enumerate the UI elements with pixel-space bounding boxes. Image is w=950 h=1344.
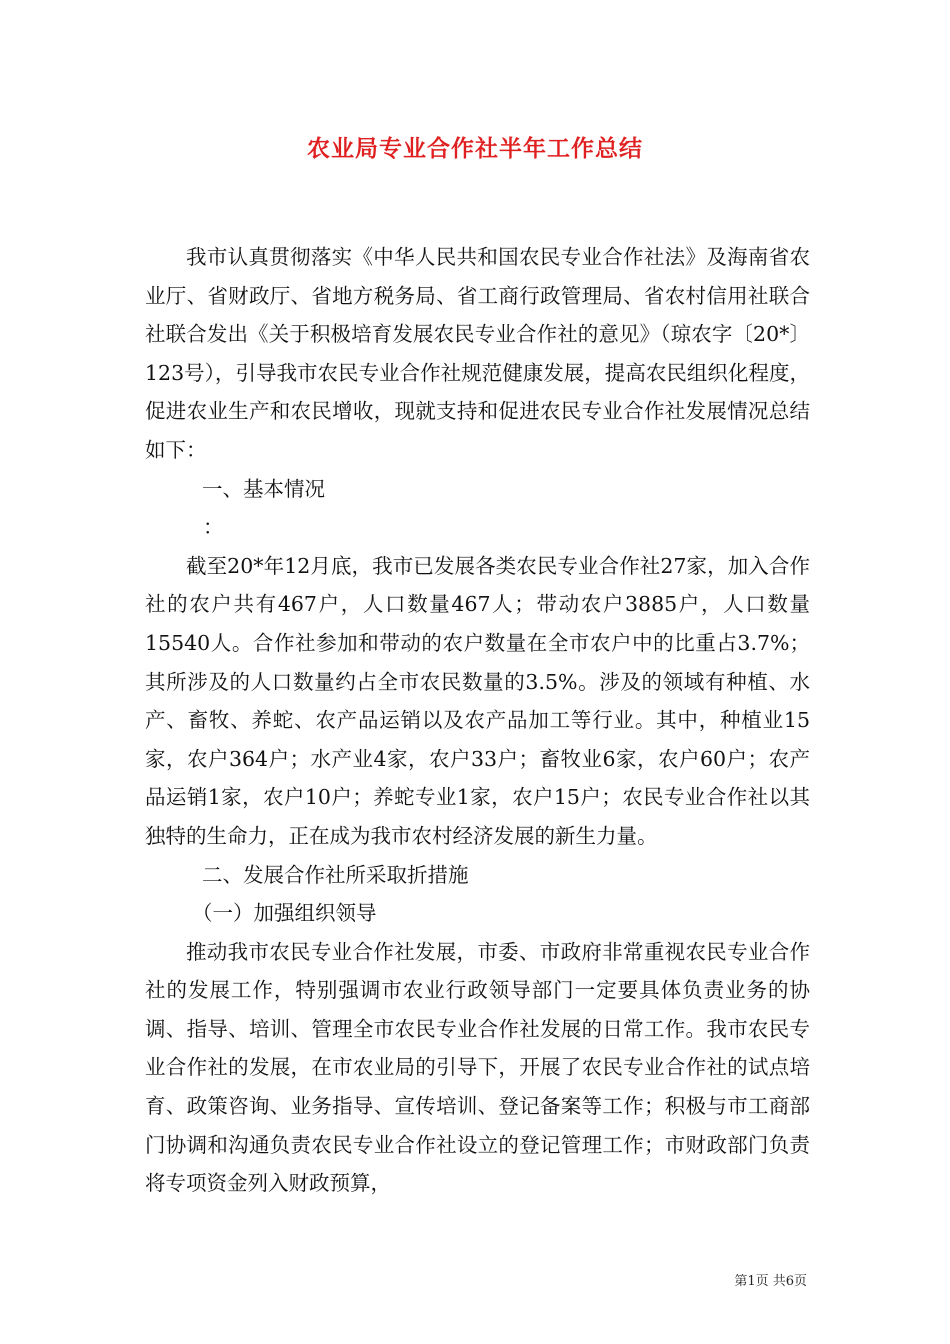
leadership-paragraph: 推动我市农民专业合作社发展，市委、市政府非常重视农民专业合作社的发展工作，特别强调市农业行政领导部门一定要具体负责业务的协调、指导、培训、管理全市农民专业合作社发展的日常工作。我市农民专业合作社的发展，在市农业局的引导下，开展了农民专业合作社的试点培育、政策咨询、业务指导、宣传培训、登记备案等工作；积极与市工商部门协调和沟通负责农民专业合作社设立的登记管理工作；市财政部门负责将专项资金列入财政预算， bbox=[145, 939, 810, 1196]
document-title: 农业局专业合作社半年工作总结 bbox=[307, 135, 643, 162]
section-heading-measures: 二、发展合作社所采取折措施 bbox=[202, 862, 469, 887]
section-heading-basic-situation: 一、基本情况 bbox=[202, 476, 325, 501]
intro-paragraph: 我市认真贯彻落实《中华人民共和国农民专业合作社法》及海南省农业厅、省财政厅、省地方税务局、省工商行政管理局、省农村信用社联合社联合发出《关于积极培育发展农民专业合作社的意见》（琼农字〔20*〕123号），引导我市农民专业合作社规范健康发展，提高农民组织化程度，促进农业生产和农民增收，现就支持和促进农民专业合作社发展情况总结如下： bbox=[145, 245, 810, 462]
stray-colon: ： bbox=[203, 515, 224, 540]
statistics-paragraph: 截至20*年12月底，我市已发展各类农民专业合作社27家，加入合作社的农户共有467户，人口数量467人；带动农户3885户，人口数量15540人。合作社参加和带动的农户数量在全市农户中的比重占3.7%；其所涉及的人口数量约占全市农民数量的3.5%。涉及的领域有种植、水产、畜牧、养蛇、农产品运销以及农产品加工等行业。其中，种植业15家，农户364户；水产业4家，农户33户；畜牧业6家，农户60户；农产品运销1家，农户10户；养蛇专业1家，农户15户；农民专业合作社以其独特的生命力，正在成为我市农村经济发展的新生力量。 bbox=[145, 553, 810, 848]
page-number-footer: 第1页 共6页 bbox=[734, 1274, 807, 1289]
subsection-heading-leadership: （一）加强组织领导 bbox=[192, 901, 377, 926]
document-body bbox=[145, 238, 810, 1203]
